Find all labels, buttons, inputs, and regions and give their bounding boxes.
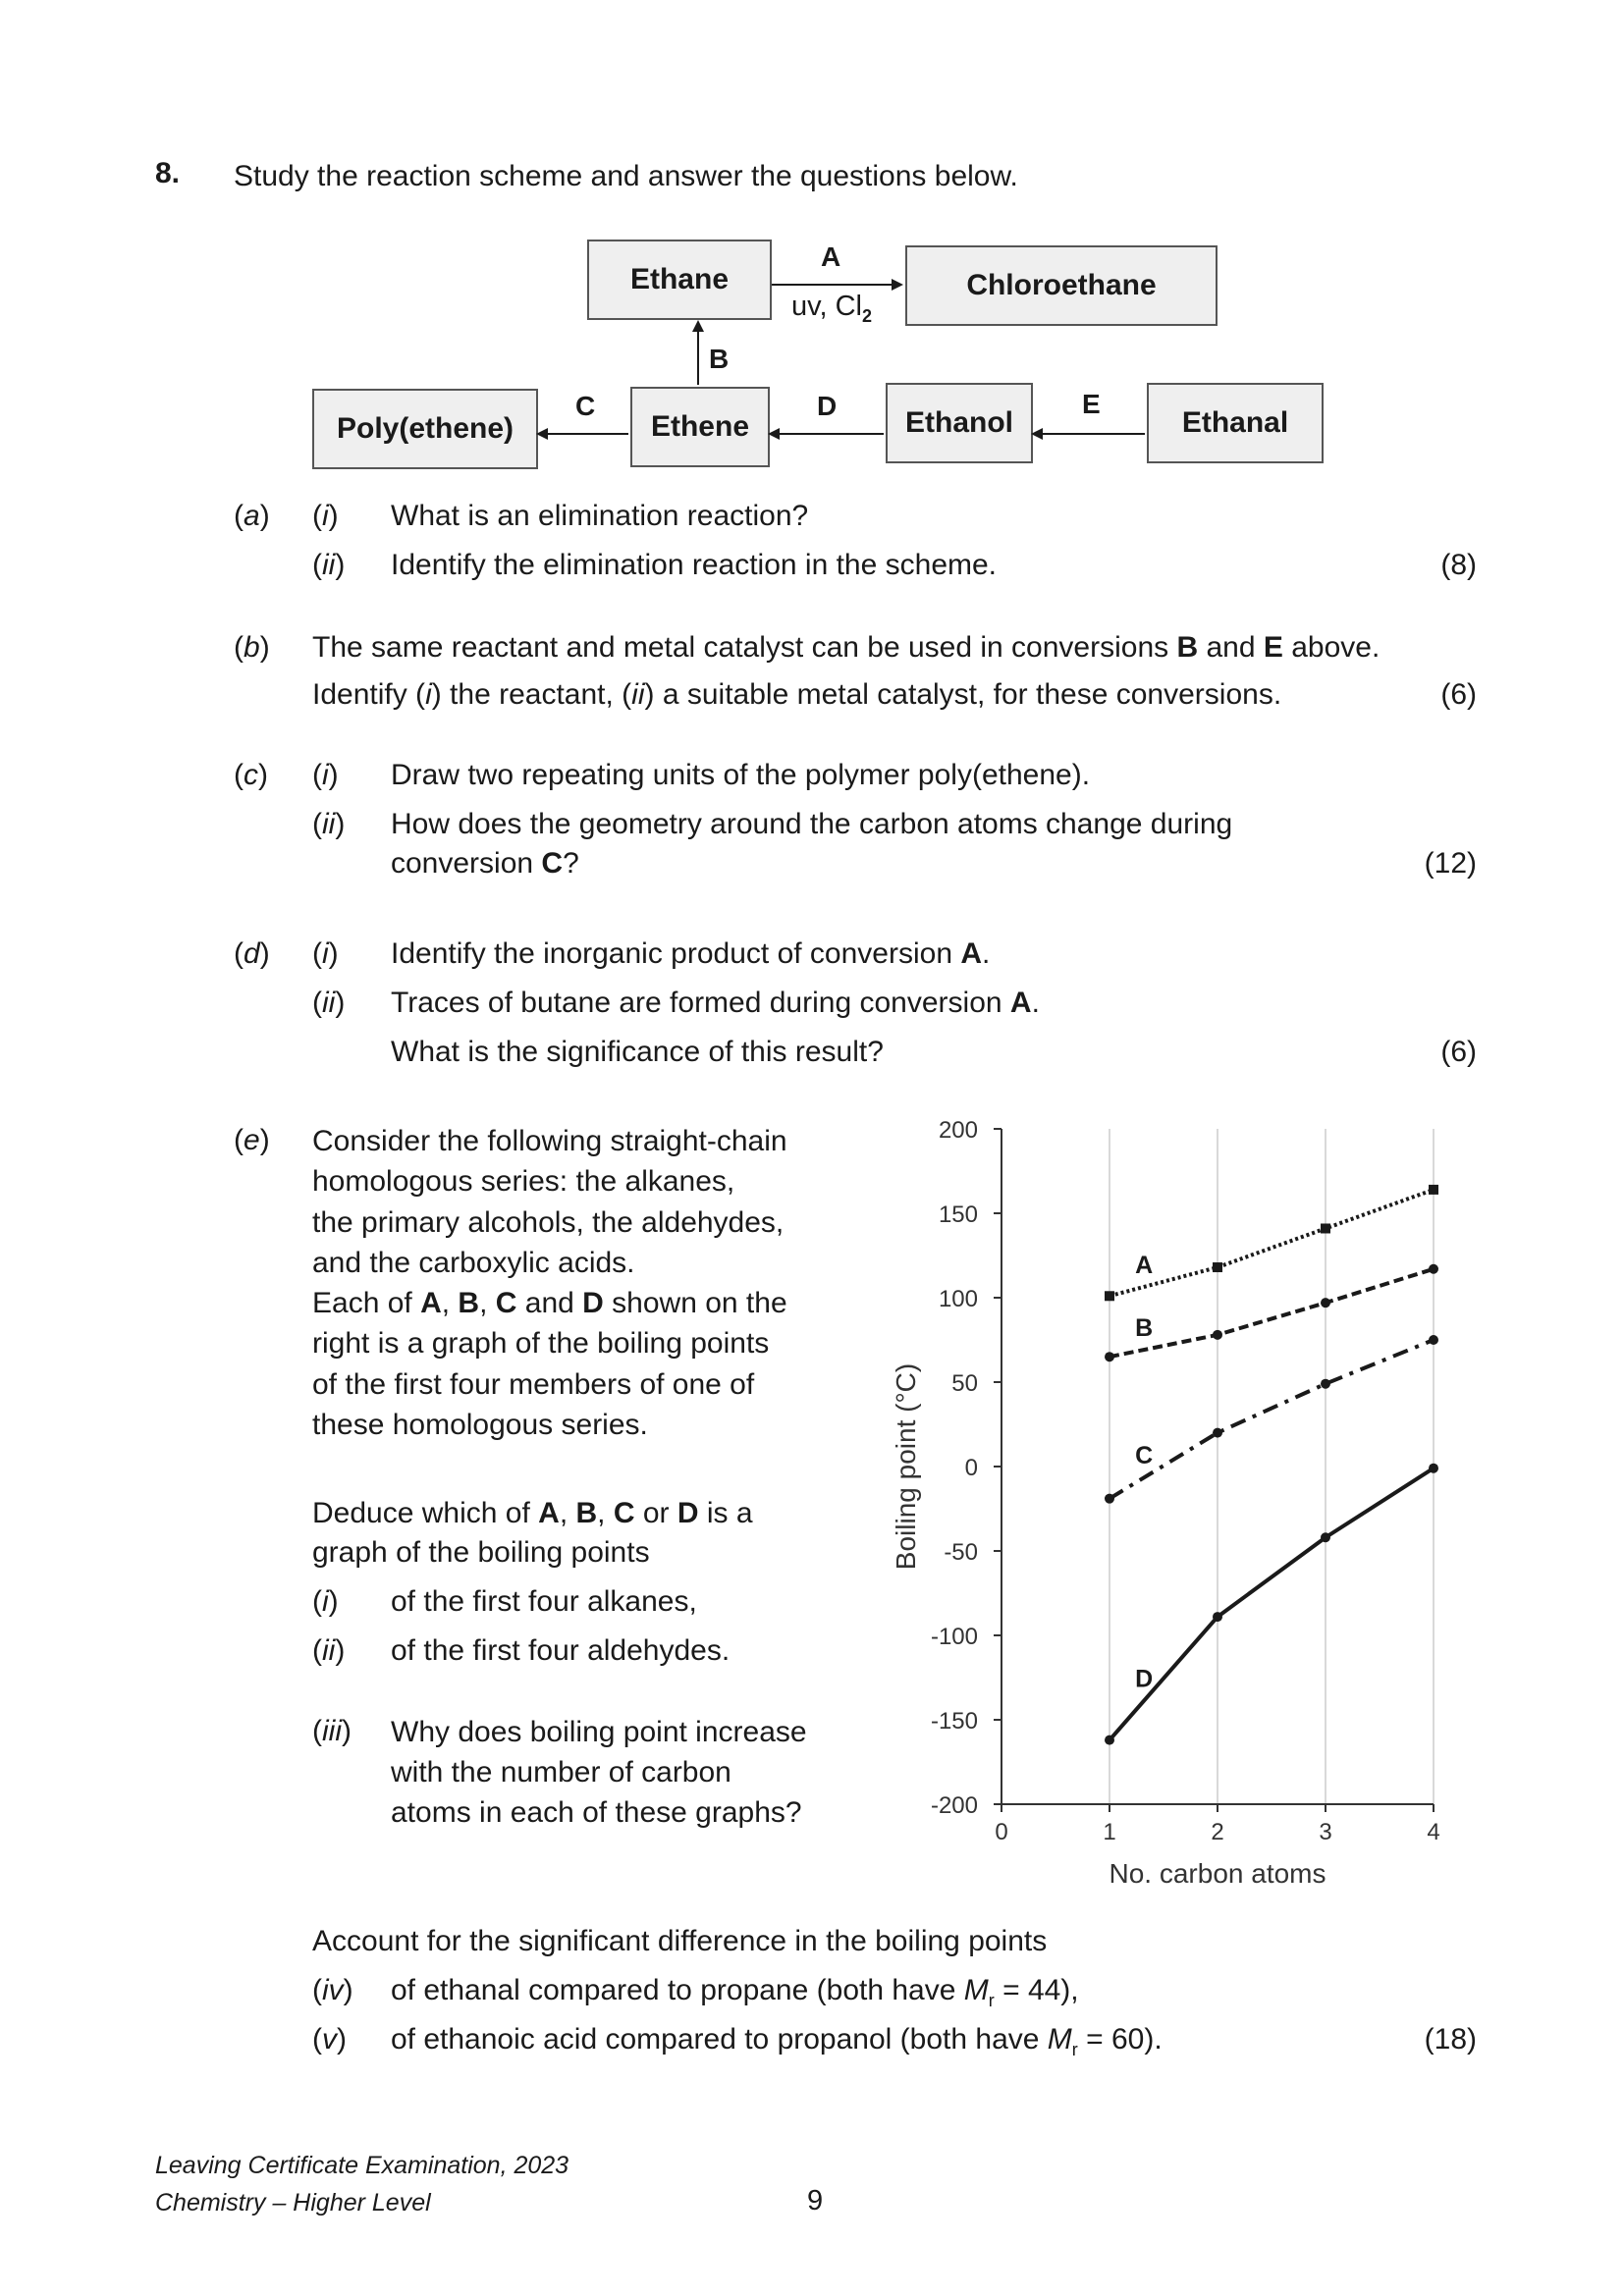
y-tick-label: -200 (930, 1792, 978, 1819)
part-e-paragraph: Consider the following straight-chain homologous series: the alkanes, the primary alcohols, the aldehydes, and the carboxylic acids. Each of A, B, C and D shown on the right is a graph of the boiling points of the first four members of one of these homologous series. (312, 1125, 787, 1442)
part-e-v-text: of ethanoic acid compared to propanol (both have $M_r = 60$). (391, 2023, 1163, 2059)
part-e-iv-text: of ethanal compared to propane (both have $M_r = 44$), (391, 1974, 1079, 2010)
part-e-deduce-2: graph of the boiling points (312, 1536, 650, 1569)
point (1429, 1335, 1438, 1345)
label-b: B (709, 344, 730, 374)
y-tick-label: 200 (938, 1117, 978, 1144)
part-c-i-text: Draw two repeating units of the polymer poly(ethene). (391, 759, 1091, 791)
part-c-ii-text2: conversion C? (391, 847, 579, 880)
box-polyethene: Poly(ethene) (312, 389, 538, 469)
part-a-i-text: What is an elimination reaction? (391, 500, 809, 532)
label-d: D (817, 391, 838, 421)
label-c: C (575, 391, 596, 421)
label-e: E (1082, 389, 1101, 419)
x-tick-label: 0 (995, 1819, 1008, 1845)
point (1105, 1352, 1114, 1362)
y-tick-label: 50 (951, 1370, 978, 1397)
y-tick-label: -50 (944, 1539, 978, 1566)
series-d-line (1110, 1468, 1434, 1740)
point (1321, 1298, 1330, 1308)
y-axis-label: Boiling point (°C) (891, 1362, 921, 1571)
point (1429, 1264, 1438, 1274)
point (1213, 1330, 1222, 1340)
part-e-iii-text: Why does boiling point increase with the number of carbon atoms in each of these graphs? (391, 1716, 807, 1829)
point (1321, 1379, 1330, 1389)
box-ethanal: Ethanal (1147, 383, 1324, 463)
point (1213, 1612, 1222, 1622)
x-tick-label: 4 (1427, 1819, 1440, 1845)
y-tick-label: 0 (964, 1455, 978, 1481)
series-label-b: B (1135, 1314, 1154, 1343)
box-ethanol: Ethanol (886, 383, 1033, 463)
footer-subject: Chemistry – Higher Level (155, 2189, 431, 2216)
point (1321, 1532, 1330, 1542)
series-label-c: C (1135, 1442, 1154, 1470)
footer-exam: Leaving Certificate Examination, 2023 (155, 2152, 569, 2179)
x-axis-label: No. carbon atoms (1109, 1858, 1326, 1889)
y-tick-label: -100 (930, 1624, 978, 1650)
point (1105, 1735, 1114, 1745)
part-b-label: b (244, 631, 260, 664)
point (1321, 1223, 1330, 1233)
part-c-marks: (12) (1424, 847, 1477, 880)
part-b-marks: (6) (1440, 678, 1477, 711)
series-label-a: A (1135, 1251, 1154, 1279)
part-e-i-text: of the first four alkanes, (391, 1585, 697, 1618)
part-a-marks: (8) (1440, 549, 1477, 581)
part-d-label: d (244, 937, 260, 970)
box-chloroethane: Chloroethane (905, 245, 1218, 326)
series-label-d: D (1135, 1665, 1154, 1693)
question-intro: Study the reaction scheme and answer the questions below. (234, 160, 1018, 192)
part-b-line1: The same reactant and metal catalyst can be used in conversions B and E above. (312, 631, 1380, 664)
part-d-ii-text2: What is the significance of this result? (391, 1036, 884, 1068)
part-c-ii-text1: How does the geometry around the carbon atoms change during (391, 808, 1233, 840)
part-e-ii-text: of the first four aldehydes. (391, 1634, 731, 1667)
x-tick-label: 2 (1211, 1819, 1224, 1845)
box-ethene: Ethene (630, 387, 770, 467)
part-a-ii-text: Identify the elimination reaction in the scheme. (391, 549, 998, 581)
y-tick-label: 150 (938, 1201, 978, 1228)
part-e-deduce: Deduce which of A, B, C or D is a (312, 1497, 753, 1529)
point (1105, 1291, 1114, 1301)
part-d-i-text: Identify the inorganic product of conversion A. (391, 937, 991, 970)
page-number: 9 (807, 2185, 824, 2216)
series-a-line (1110, 1190, 1434, 1296)
part-e-account: Account for the significant difference in the boiling points (312, 1925, 1048, 1957)
label-a: A (821, 241, 841, 272)
point (1105, 1494, 1114, 1504)
y-tick-label: 100 (938, 1286, 978, 1312)
series-c-line (1110, 1340, 1434, 1499)
point (1213, 1428, 1222, 1438)
y-tick-label: -150 (930, 1708, 978, 1735)
x-tick-label: 3 (1319, 1819, 1332, 1845)
part-e-marks: (18) (1424, 2023, 1477, 2056)
part-a-label: a (244, 500, 260, 532)
part-d-marks: (6) (1440, 1036, 1477, 1068)
series-b-line (1110, 1269, 1434, 1357)
part-b-line2: Identify (i) the reactant, (ii) a suitable metal catalyst, for these conversions. (312, 678, 1282, 711)
conditions-a: uv, $Cl_2$ (791, 291, 872, 326)
point (1429, 1464, 1438, 1473)
question-number: 8. (155, 157, 181, 189)
part-e-label: e (244, 1124, 260, 1156)
part-d-ii-text: Traces of butane are formed during conversion A. (391, 987, 1040, 1019)
point (1429, 1185, 1438, 1195)
part-c-label: c (244, 759, 258, 791)
box-ethane: Ethane (587, 240, 772, 320)
point (1213, 1262, 1222, 1272)
x-tick-label: 1 (1103, 1819, 1116, 1845)
